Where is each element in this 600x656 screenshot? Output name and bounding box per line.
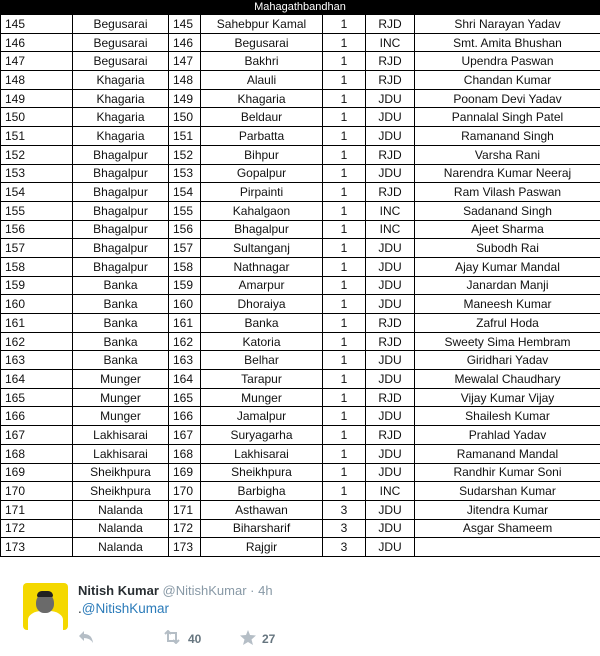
table-cell: 149 [169,89,201,108]
table-cell: Lakhisarai [73,444,169,463]
table-cell: 1 [323,332,366,351]
table-cell: 152 [169,145,201,164]
table-cell: Bhagalpur [73,239,169,258]
table-cell [415,538,600,557]
tweet-author-handle[interactable]: @NitishKumar [162,583,247,598]
table-cell: JDU [366,538,415,557]
table-cell: 1 [323,33,366,52]
table-cell: JDU [366,108,415,127]
table-cell: 1 [323,201,366,220]
table-cell: 156 [169,220,201,239]
table-row [1,351,600,370]
table-cell: 148 [169,71,201,90]
table-cell: 1 [323,164,366,183]
table-cell: Jitendra Kumar [415,500,600,519]
table-cell: 146 [1,33,73,52]
table-cell: 1 [323,239,366,258]
table-cell: JDU [366,127,415,146]
table-row [1,388,600,407]
table-cell: Nalanda [73,500,169,519]
table-row [1,314,600,333]
table-cell: Zafrul Hoda [415,314,600,333]
table-cell: Nalanda [73,519,169,538]
table-cell: 169 [1,463,73,482]
table-cell: Rajgir [201,538,323,557]
table-cell: RJD [366,145,415,164]
table-cell: Pirpainti [201,183,323,202]
table-cell: Begusarai [73,33,169,52]
table-cell: 168 [1,444,73,463]
table-cell: 170 [1,482,73,501]
table-row [1,183,600,202]
table-cell: Vijay Kumar Vijay [415,388,600,407]
table-cell: JDU [366,407,415,426]
table-cell: Bhagalpur [73,257,169,276]
table-cell: RJD [366,183,415,202]
retweet-button[interactable] [162,630,201,647]
table-cell: Alauli [201,71,323,90]
table-cell: 147 [169,52,201,71]
table-cell: 1 [323,482,366,501]
table-cell: RJD [366,52,415,71]
table-cell: JDU [366,463,415,482]
table-cell: Banka [73,276,169,295]
table-cell: Subodh Rai [415,239,600,258]
table-cell: INC [366,220,415,239]
table-row [1,15,600,34]
table-cell: Smt. Amita Bhushan [415,33,600,52]
table-cell: RJD [366,71,415,90]
table-cell: 165 [1,388,73,407]
table-cell: 155 [1,201,73,220]
table-cell: Ajay Kumar Mandal [415,257,600,276]
table-cell: RJD [366,332,415,351]
table-cell: 1 [323,220,366,239]
table-row [1,538,600,557]
table-cell: 157 [169,239,201,258]
table-cell: 163 [169,351,201,370]
table-cell: 151 [169,127,201,146]
table-cell: Bhagalpur [73,164,169,183]
tweet-text [78,601,169,616]
table-cell: Munger [73,370,169,389]
table-cell: JDU [366,519,415,538]
table-cell: 170 [169,482,201,501]
tweet-header [78,583,273,598]
tweet-author-name[interactable]: Nitish Kumar [78,583,159,598]
table-cell: 145 [169,15,201,34]
table-cell: Sahebpur Kamal [201,15,323,34]
table-cell: Shailesh Kumar [415,407,600,426]
table-cell: Banka [73,295,169,314]
table-cell: 152 [1,145,73,164]
table-cell: Poonam Devi Yadav [415,89,600,108]
table-cell: Bhagalpur [73,220,169,239]
table-cell: 1 [323,52,366,71]
table-cell: 162 [169,332,201,351]
table-cell: Munger [73,388,169,407]
table-row [1,500,600,519]
table-cell: Dhoraiya [201,295,323,314]
table-cell: Upendra Paswan [415,52,600,71]
table-cell: JDU [366,257,415,276]
avatar[interactable] [23,583,68,630]
table-cell: 3 [323,538,366,557]
table-row [1,239,600,258]
table-cell: 159 [169,276,201,295]
table-cell: RJD [366,15,415,34]
star-icon [240,630,256,648]
table-cell: Maneesh Kumar [415,295,600,314]
table-cell: 1 [323,295,366,314]
table-row [1,201,600,220]
table-cell: Giridhari Yadav [415,351,600,370]
table-cell: Banka [73,314,169,333]
table-cell: Khagaria [73,127,169,146]
table-cell: Bakhri [201,52,323,71]
table-cell: 1 [323,370,366,389]
table-cell: Gopalpur [201,164,323,183]
table-cell: 149 [1,89,73,108]
table-cell: 147 [1,52,73,71]
table-cell: 1 [323,89,366,108]
tweet-mention-link[interactable]: @NitishKumar [81,601,169,616]
table-cell: 150 [1,108,73,127]
table-cell: 161 [169,314,201,333]
table-cell: Banka [73,332,169,351]
table-cell: 1 [323,257,366,276]
table-cell: 1 [323,15,366,34]
table-cell: 167 [1,426,73,445]
seat-table [0,14,600,557]
table-cell: 146 [169,33,201,52]
table-cell: 1 [323,71,366,90]
table-cell: 153 [169,164,201,183]
table-cell: 173 [1,538,73,557]
table-cell: 162 [1,332,73,351]
table-cell: Bhagalpur [201,220,323,239]
table-cell: Khagaria [73,89,169,108]
table-cell: 163 [1,351,73,370]
table-cell: 167 [169,426,201,445]
table-cell: RJD [366,426,415,445]
table-cell: Tarapur [201,370,323,389]
table-cell: Sadanand Singh [415,201,600,220]
retweet-icon [162,630,182,647]
tweet-separator: · [250,583,255,598]
table-cell: Pannalal Singh Patel [415,108,600,127]
table-cell: Biharsharif [201,519,323,538]
table-cell: Sweety Sima Hembram [415,332,600,351]
table-cell: 1 [323,108,366,127]
table-cell: 3 [323,519,366,538]
table-cell: Amarpur [201,276,323,295]
table-cell: JDU [366,351,415,370]
table-cell: 161 [1,314,73,333]
table-cell: 172 [169,519,201,538]
table-cell: 1 [323,444,366,463]
table-cell: RJD [366,388,415,407]
table-cell: 151 [1,127,73,146]
table-row [1,276,600,295]
table-cell: JDU [366,295,415,314]
table-cell: 157 [1,239,73,258]
table-row [1,463,600,482]
favorite-button[interactable] [240,630,275,648]
table-row [1,295,600,314]
table-cell: Narendra Kumar Neeraj [415,164,600,183]
table-cell: Ramanand Singh [415,127,600,146]
table-row [1,52,600,71]
table-cell: Sultanganj [201,239,323,258]
table-cell: 165 [169,388,201,407]
table-row [1,108,600,127]
table-cell: 158 [169,257,201,276]
tweet-timestamp[interactable]: 4h [258,583,273,598]
table-cell: 1 [323,145,366,164]
table-cell: Munger [73,407,169,426]
table-cell: JDU [366,164,415,183]
table-cell: 1 [323,388,366,407]
table-cell: Sheikhpura [73,482,169,501]
table-cell: 164 [169,370,201,389]
table-row [1,220,600,239]
table-cell: 168 [169,444,201,463]
table-cell: RJD [366,314,415,333]
table-cell: Suryagarha [201,426,323,445]
table-cell: 1 [323,314,366,333]
table-row [1,426,600,445]
table-cell: Begusarai [73,52,169,71]
table-cell: 173 [169,538,201,557]
table-cell: Munger [201,388,323,407]
favorite-count: 27 [262,632,276,646]
table-cell: 171 [169,500,201,519]
table-cell: Asthawan [201,500,323,519]
table-cell: Sheikhpura [201,463,323,482]
table-cell: 156 [1,220,73,239]
table-cell: Sheikhpura [73,463,169,482]
table-row [1,257,600,276]
table-cell: Bhagalpur [73,201,169,220]
table-cell: Varsha Rani [415,145,600,164]
reply-button[interactable] [78,630,94,647]
table-cell: 169 [169,463,201,482]
table-cell: Khagaria [201,89,323,108]
reply-icon [78,630,94,647]
table-cell: Lakhisarai [201,444,323,463]
table-cell: Jamalpur [201,407,323,426]
table-cell: INC [366,33,415,52]
table-cell: JDU [366,500,415,519]
table-title: Mahagathbandhan [254,1,346,13]
table-cell: 153 [1,164,73,183]
table-cell: Ram Vilash Paswan [415,183,600,202]
table-cell: Khagaria [73,108,169,127]
table-cell: JDU [366,370,415,389]
table-cell: Bihpur [201,145,323,164]
table-cell: JDU [366,89,415,108]
table-cell: Parbatta [201,127,323,146]
table-cell: Banka [201,314,323,333]
table-cell: 1 [323,351,366,370]
table-row [1,71,600,90]
table-cell: 158 [1,257,73,276]
table-cell: 164 [1,370,73,389]
retweet-count: 40 [188,631,202,646]
table-cell: 154 [1,183,73,202]
table-cell: 3 [323,500,366,519]
table-cell: Nathnagar [201,257,323,276]
tweet-text-prefix: . [78,601,82,616]
table-row [1,482,600,501]
table-cell: Barbigha [201,482,323,501]
table-cell: 1 [323,183,366,202]
table-cell: Begusarai [201,33,323,52]
table-row [1,444,600,463]
table-row [1,164,600,183]
table-cell: Beldaur [201,108,323,127]
table-cell: Belhar [201,351,323,370]
table-cell: 148 [1,71,73,90]
table-cell: Chandan Kumar [415,71,600,90]
table-cell: 1 [323,127,366,146]
table-cell: 171 [1,500,73,519]
table-row [1,370,600,389]
table-row [1,407,600,426]
table-row [1,519,600,538]
table-cell: 172 [1,519,73,538]
table-cell: JDU [366,444,415,463]
table-row [1,33,600,52]
table-cell: INC [366,201,415,220]
table-row [1,89,600,108]
table-cell: JDU [366,239,415,258]
table-cell: Begusarai [73,15,169,34]
tweet-card [0,570,600,656]
table-cell: Kahalgaon [201,201,323,220]
table-row [1,332,600,351]
table-cell: Mewalal Chaudhary [415,370,600,389]
table-cell: Sudarshan Kumar [415,482,600,501]
table-cell: Banka [73,351,169,370]
table-row [1,145,600,164]
table-row [1,127,600,146]
table-cell: 155 [169,201,201,220]
table-cell: Katoria [201,332,323,351]
table-cell: 1 [323,276,366,295]
table-cell: JDU [366,276,415,295]
table-cell: Ramanand Mandal [415,444,600,463]
table-cell: Janardan Manji [415,276,600,295]
table-cell: Bhagalpur [73,145,169,164]
table-cell: 159 [1,276,73,295]
table-cell: Khagaria [73,71,169,90]
table-cell: 160 [1,295,73,314]
table-cell: Randhir Kumar Soni [415,463,600,482]
table-cell: Asgar Shameem [415,519,600,538]
table-cell: Nalanda [73,538,169,557]
table-cell: INC [366,482,415,501]
table-cell: Prahlad Yadav [415,426,600,445]
table-cell: Shri Narayan Yadav [415,15,600,34]
table-cell: 166 [1,407,73,426]
table-cell: Ajeet Sharma [415,220,600,239]
table-cell: Lakhisarai [73,426,169,445]
table-cell: 1 [323,463,366,482]
table-cell: 160 [169,295,201,314]
table-cell: 145 [1,15,73,34]
table-title-bar [0,0,600,14]
table-cell: Bhagalpur [73,183,169,202]
table-cell: 1 [323,426,366,445]
table-cell: 166 [169,407,201,426]
table-cell: 150 [169,108,201,127]
table-cell: 154 [169,183,201,202]
table-cell: 1 [323,407,366,426]
